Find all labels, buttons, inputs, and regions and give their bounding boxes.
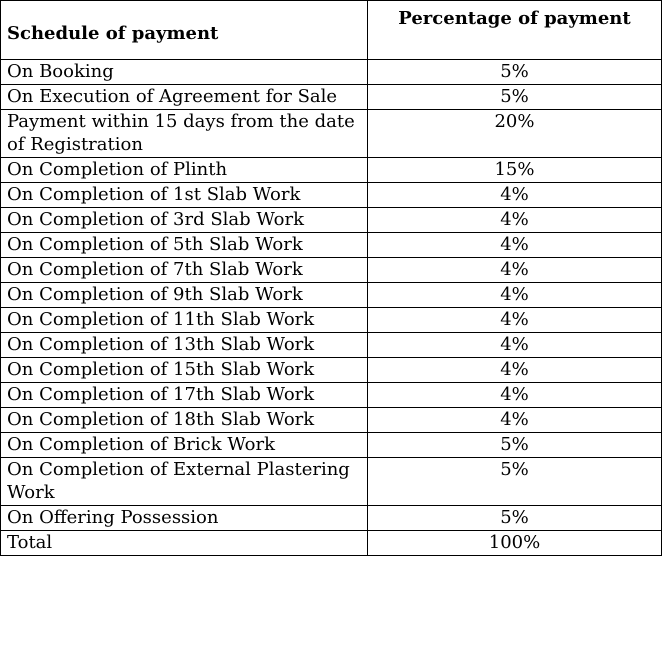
- table-row: [1, 333, 662, 358]
- schedule-cell: On Completion of 7th Slab Work: [1, 258, 368, 283]
- table-row: [1, 408, 662, 433]
- percentage-cell: 4%: [368, 283, 662, 308]
- schedule-cell: On Completion of Brick Work: [1, 433, 368, 458]
- schedule-cell: On Completion of 11th Slab Work: [1, 308, 368, 333]
- table-row: [1, 506, 662, 531]
- schedule-cell: On Completion of 1st Slab Work: [1, 183, 368, 208]
- percentage-cell: 5%: [368, 506, 662, 531]
- percentage-cell: 4%: [368, 258, 662, 283]
- table-row: [1, 233, 662, 258]
- percentage-column-header: Percentage of payment: [368, 1, 662, 60]
- percentage-cell: 4%: [368, 333, 662, 358]
- schedule-cell: On Booking: [1, 60, 368, 85]
- table-row: [1, 110, 662, 158]
- schedule-cell: On Completion of 13th Slab Work: [1, 333, 368, 358]
- percentage-cell: 5%: [368, 60, 662, 85]
- schedule-cell: Payment within 15 days from the date of Registration: [1, 110, 368, 158]
- total-row: [1, 531, 662, 556]
- percentage-cell: 4%: [368, 308, 662, 333]
- percentage-cell: 4%: [368, 383, 662, 408]
- table-row: [1, 158, 662, 183]
- total-label: Total: [1, 531, 368, 556]
- table-row: [1, 358, 662, 383]
- table-row: [1, 258, 662, 283]
- schedule-cell: On Execution of Agreement for Sale: [1, 85, 368, 110]
- table-row: [1, 183, 662, 208]
- table-row: [1, 283, 662, 308]
- table-row: [1, 60, 662, 85]
- table-row: [1, 383, 662, 408]
- schedule-cell: On Completion of 9th Slab Work: [1, 283, 368, 308]
- schedule-cell: On Completion of 3rd Slab Work: [1, 208, 368, 233]
- schedule-cell: On Completion of 5th Slab Work: [1, 233, 368, 258]
- schedule-column-header: Schedule of payment: [1, 1, 368, 60]
- schedule-cell: On Completion of 15th Slab Work: [1, 358, 368, 383]
- table-row: [1, 433, 662, 458]
- table-row: [1, 458, 662, 506]
- table-row: [1, 308, 662, 333]
- percentage-cell: 4%: [368, 358, 662, 383]
- schedule-cell: On Offering Possession: [1, 506, 368, 531]
- schedule-cell: On Completion of 18th Slab Work: [1, 408, 368, 433]
- percentage-cell: 5%: [368, 85, 662, 110]
- percentage-cell: 4%: [368, 233, 662, 258]
- table-row: [1, 85, 662, 110]
- percentage-cell: 4%: [368, 208, 662, 233]
- table-header-row: [1, 1, 662, 60]
- percentage-cell: 20%: [368, 110, 662, 158]
- percentage-cell: 5%: [368, 433, 662, 458]
- percentage-cell: 15%: [368, 158, 662, 183]
- schedule-cell: On Completion of Plinth: [1, 158, 368, 183]
- total-percentage: 100%: [368, 531, 662, 556]
- schedule-cell: On Completion of External Plastering Work: [1, 458, 368, 506]
- table-row: [1, 208, 662, 233]
- percentage-cell: 4%: [368, 408, 662, 433]
- percentage-cell: 4%: [368, 183, 662, 208]
- schedule-cell: On Completion of 17th Slab Work: [1, 383, 368, 408]
- percentage-cell: 5%: [368, 458, 662, 506]
